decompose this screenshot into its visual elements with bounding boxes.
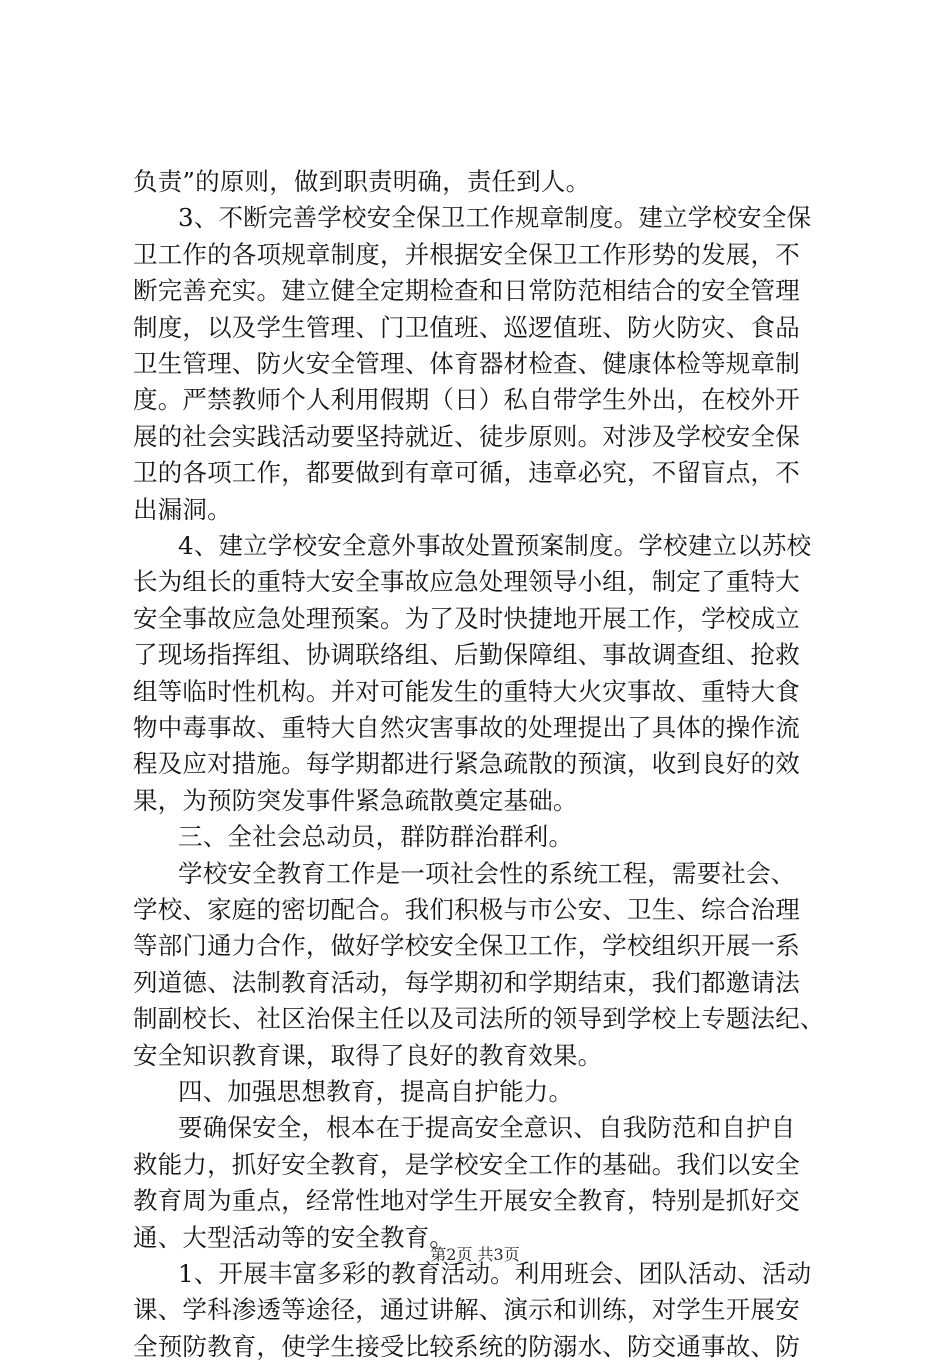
text-line: 了现场指挥组、协调联络组、后勤保障组、事故调查组、抢救	[133, 640, 800, 670]
text-line: 物中毒事故、重特大自然灾害事故的处理提出了具体的操作流	[133, 713, 800, 742]
text-line: 程及应对措施。每学期都进行紧急疏散的预演，收到良好的效	[133, 749, 800, 779]
text-line: 断完善充实。建立健全定期检查和日常防范相结合的安全管理	[133, 276, 800, 306]
text-line: 安全事故应急处理预案。为了及时快捷地开展工作，学校成立	[133, 603, 800, 633]
text-line: 救能力，抓好安全教育，是学校安全工作的基础。我们以安全	[133, 1149, 800, 1179]
text-line: 学校、家庭的密切配合。我们积极与市公安、卫生、综合治理	[133, 895, 800, 924]
text-line: 3、不断完善学校安全保卫工作规章制度。建立学校安全保	[178, 203, 812, 233]
text-line: 长为组长的重特大安全事故应急处理领导小组，制定了重特大	[133, 567, 800, 597]
text-line: 教育周为重点，经常性地对学生开展安全教育，特别是抓好交	[133, 1186, 800, 1216]
text-line: 4、建立学校安全意外事故处置预案制度。学校建立以苏校	[178, 531, 812, 560]
text-line: 通、大型活动等的安全教育。	[133, 1222, 455, 1252]
text-line: 组等临时性机构。并对可能发生的重特大火灾事故、重特大食	[133, 676, 800, 706]
text-line: 展的社会实践活动要坚持就近、徒步原则。对涉及学校安全保	[133, 421, 800, 451]
text-line: 制副校长、社区治保主任以及司法所的领导到学校上专题法纪、	[133, 1004, 825, 1034]
text-line: 制度，以及学生管理、门卫值班、巡逻值班、防火防灾、食品	[133, 312, 800, 342]
text-line: 卫的各项工作，都要做到有章可循，违章必究，不留盲点，不	[133, 458, 800, 488]
text-line: 要确保安全，根本在于提高安全意识、自我防范和自护自	[178, 1113, 796, 1143]
text-line: 卫工作的各项规章制度，并根据安全保卫工作形势的发展，不	[133, 239, 800, 269]
text-line: 课、学科渗透等途径，通过讲解、演示和训练，对学生开展安	[133, 1295, 800, 1325]
text-line: 负责”的原则，做到职责明确，责任到人。	[133, 167, 591, 196]
text-line: 学校安全教育工作是一项社会性的系统工程，需要社会、	[178, 858, 796, 888]
text-line: 三、全社会总动员，群防群治群利。	[178, 822, 574, 852]
text-line: 列道德、法制教育活动，每学期初和学期结束，我们都邀请法	[133, 967, 800, 997]
page-footer: 第2页 共3页	[430, 1245, 520, 1264]
text-line: 安全知识教育课，取得了良好的教育效果。	[133, 1040, 603, 1070]
text-line: 卫生管理、防火安全管理、体育器材检查、健康体检等规章制	[133, 349, 800, 378]
text-line: 果，为预防突发事件紧急疏散奠定基础。	[133, 785, 578, 815]
text-line: 出漏洞。	[133, 494, 232, 524]
text-line: 四、加强思想教育，提高自护能力。	[178, 1077, 574, 1106]
text-line: 等部门通力合作，做好学校安全保卫工作，学校组织开展一系	[133, 931, 800, 961]
text-line: 1、开展丰富多彩的教育活动。利用班会、团队活动、活动	[178, 1259, 812, 1288]
text-line: 度。严禁教师个人利用假期（日）私自带学生外出，在校外开	[133, 385, 800, 415]
text-line: 全预防教育，使学生接受比较系统的防溺水、防交通事故、防	[133, 1331, 800, 1361]
